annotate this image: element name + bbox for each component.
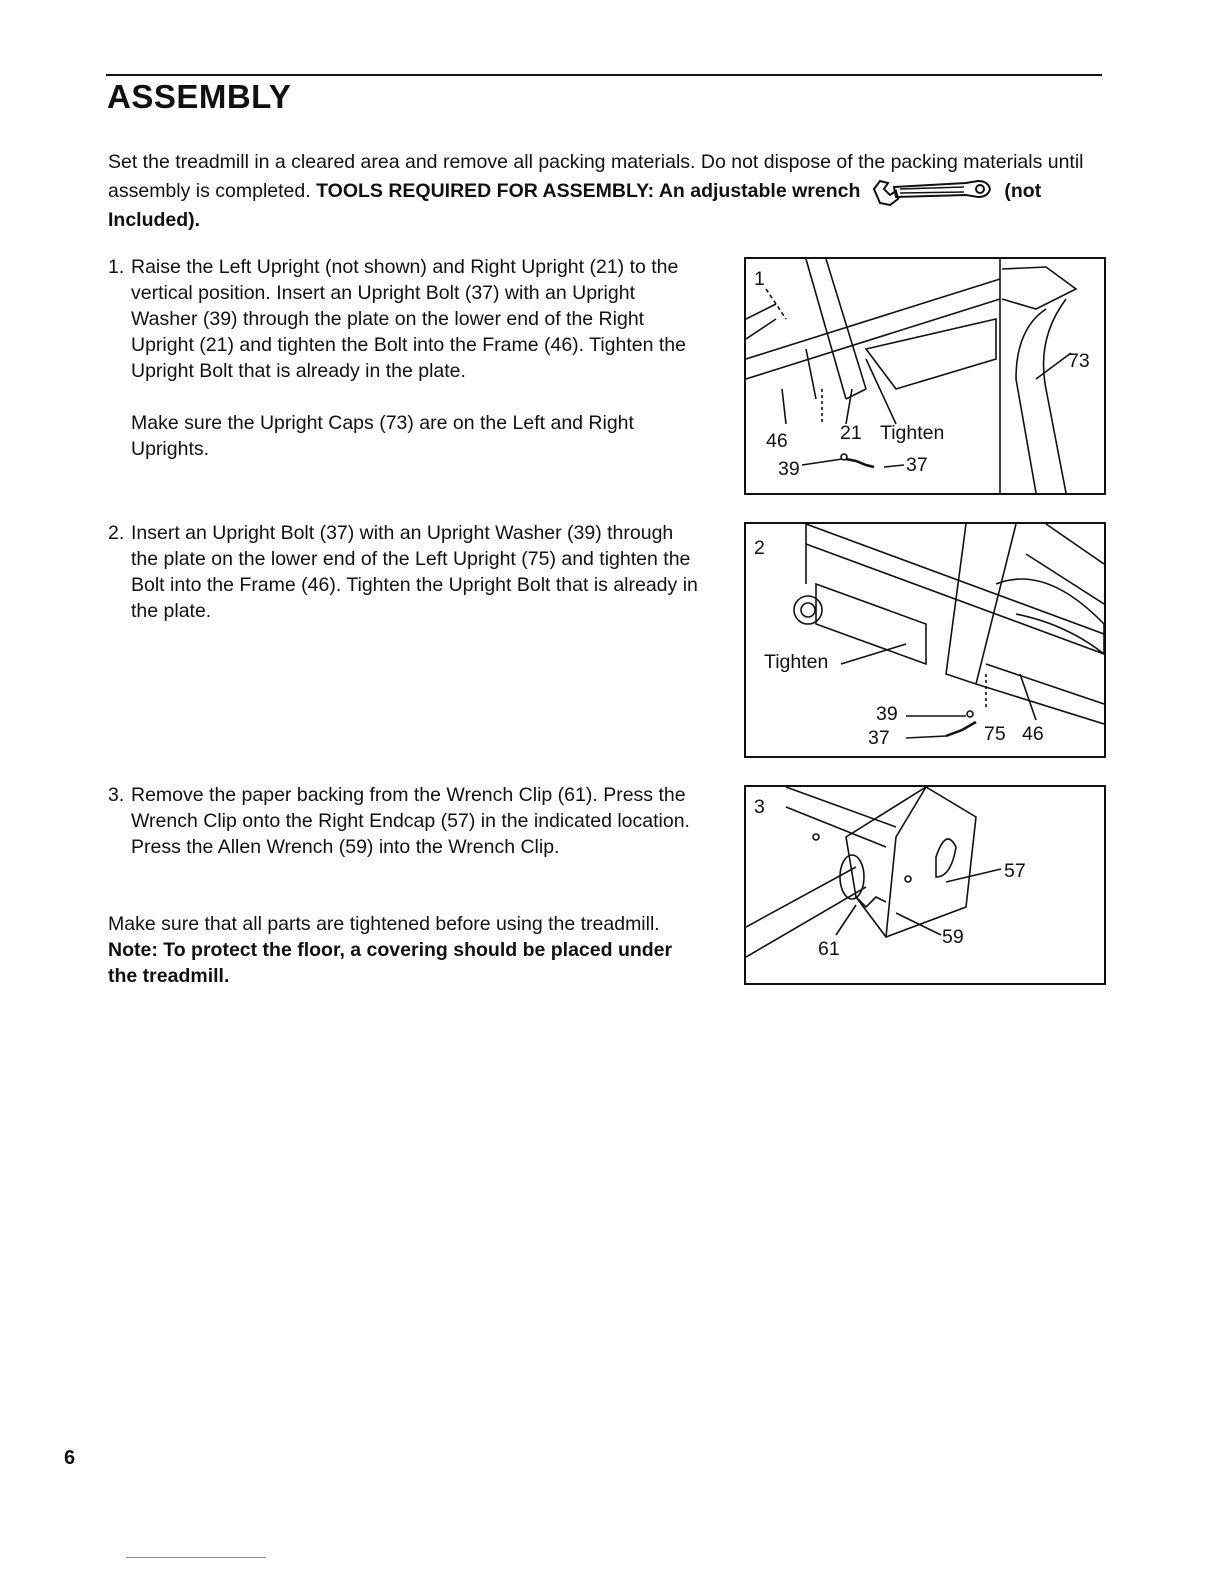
part-label: 39 <box>876 703 898 725</box>
header-rule <box>106 74 1102 76</box>
part-label: 59 <box>942 926 964 948</box>
tighten-label: Tighten <box>764 651 829 673</box>
figure-number: 2 <box>754 537 765 559</box>
step-1 <box>108 254 701 462</box>
note-bold-text: Note: To protect the floor, a covering should be placed under the treadmill. <box>108 939 673 987</box>
figure-number: 1 <box>754 268 765 290</box>
step-3 <box>108 782 701 860</box>
step-number: 1. <box>108 256 125 278</box>
part-label: 37 <box>906 454 928 476</box>
part-label: 75 <box>984 723 1006 745</box>
figure-number: 3 <box>754 796 765 818</box>
figure-2 <box>744 522 1106 758</box>
part-label: 21 <box>840 422 862 444</box>
part-label: 61 <box>818 938 840 960</box>
part-label: 37 <box>868 727 890 749</box>
part-label: 46 <box>1022 723 1044 745</box>
tools-required-text: TOOLS REQUIRED FOR ASSEMBLY: An adjustable wrench <box>316 180 861 202</box>
page-number: 6 <box>64 1447 76 1469</box>
step-number: 2. <box>108 522 125 544</box>
step-text: Make sure the Upright Caps (73) are on the Left and Right Uprights. <box>131 412 634 460</box>
step-text: Remove the paper backing from the Wrench Clip (61). Press the Wrench Clip onto the Right Endcap (57) in the indicated location. Press the Allen Wrench (59) into the Wrench Clip. <box>131 784 690 858</box>
part-label: 39 <box>778 458 800 480</box>
step-2 <box>108 520 701 624</box>
step-text: Raise the Left Upright (not shown) and Right Upright (21) to the vertical position. Insert an Upright Bolt (37) with an Upright Washer (39) through the plate on the lower end of the Right Upright (21) and tighten the Bolt into the Frame (46). Tighten the Upright Bolt that is already in the plate. <box>131 256 686 382</box>
figure-1 <box>744 257 1106 495</box>
note-text: Make sure that all parts are tightened before using the treadmill. <box>108 913 660 935</box>
intro-paragraph <box>108 149 1108 233</box>
part-label: 46 <box>766 430 788 452</box>
not-included-text: (not Included). <box>108 180 1042 231</box>
step-text: Insert an Upright Bolt (37) with an Upright Washer (39) through the plate on the lower end of the Left Upright (75) and tighten the Bolt into the Frame (46). Tighten the Upright Bolt that is already in the plate. <box>131 522 698 622</box>
figure-2-drawing <box>746 524 1104 756</box>
safety-note <box>108 911 698 989</box>
adjustable-wrench-icon <box>866 175 994 207</box>
figure-3-drawing <box>746 787 1104 983</box>
part-label: 73 <box>1068 350 1090 372</box>
tighten-label: Tighten <box>880 422 945 444</box>
footer-line <box>126 1557 266 1558</box>
page-title: ASSEMBLY <box>107 78 292 115</box>
figure-3 <box>744 785 1106 985</box>
part-label: 57 <box>1004 860 1026 882</box>
step-number: 3. <box>108 784 125 806</box>
intro-text: Set the treadmill in a cleared area and remove all packing materials. Do not dispose of the packing materials until assembly is completed. <box>108 151 1084 202</box>
